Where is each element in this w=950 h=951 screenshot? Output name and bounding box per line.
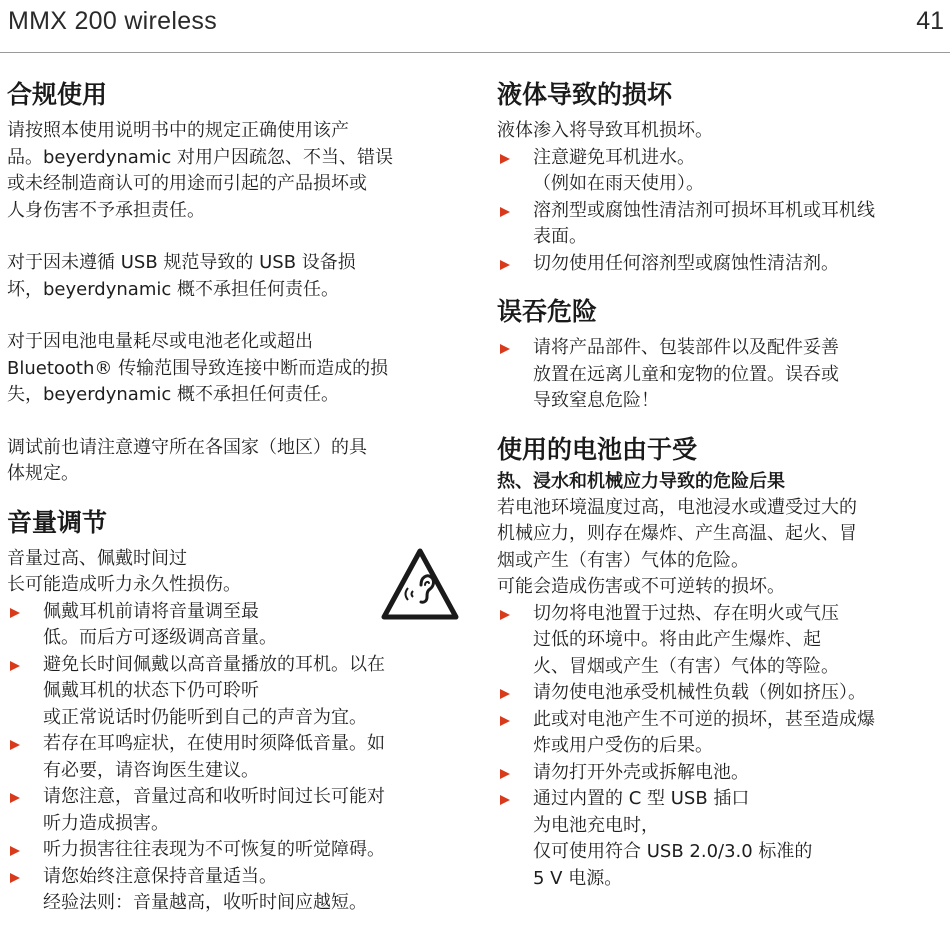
text-line: 长可能造成听力永久性损伤。 (7, 574, 241, 595)
text-line: 请按照本使用说明书中的规定正确使用该产 (7, 120, 349, 141)
text-line: 请将产品部件、包装部件以及配件妥善 (533, 337, 839, 358)
text-line: 机械应力，则存在爆炸、产生高温、起火、冒 (497, 523, 857, 544)
triangle-bullet-icon (10, 793, 20, 803)
text-line: 切勿将电池置于过热、存在明火或气压 (533, 602, 839, 624)
usb-paragraph (7, 250, 462, 303)
right-column (497, 78, 947, 892)
triangle-bullet-icon (10, 608, 20, 618)
battery-bullet-list (497, 601, 947, 893)
bluetooth-paragraph (7, 329, 462, 409)
text-line: 对于因未遵循 USB 规范导致的 USB 设备损 (7, 252, 356, 273)
list-item (497, 198, 947, 251)
text-line: 导致窒息危险！ (533, 390, 659, 411)
liquid-section (497, 78, 947, 277)
liquid-heading: 液体导致的损坏 (497, 80, 673, 109)
battery-intro (497, 495, 947, 601)
text-line: 若存在耳鸣症状，在使用时须降低音量。如 (43, 733, 385, 754)
text-line: 火、冒烟或产生（有害）气体的等险。 (533, 655, 839, 677)
text-line: 液体渗入将导致耳机损坏。 (497, 120, 713, 141)
text-line: 对于因电池电量耗尽或电池老化或超出 (7, 331, 313, 352)
list-item (497, 335, 947, 415)
text-line: 5 V 电源。 (533, 867, 623, 889)
triangle-bullet-icon (10, 740, 20, 750)
text-line: 体规定。 (7, 463, 79, 484)
compliance-heading: 合规使用 (7, 80, 108, 109)
text-line: 溶剂型或腐蚀性清洁剂可损坏耳机或耳机线 (533, 199, 875, 221)
compliance-paragraph (7, 118, 462, 224)
text-line: 可能会造成伤害或不可逆转的损坏。 (497, 576, 785, 597)
battery-subheading: 热、浸水和机械应力导致的危险后果 (497, 470, 785, 492)
text-line: 请勿打开外壳或拆解电池。 (533, 761, 749, 783)
text-line: 经验法则：音量越高，收听时间应越短。 (43, 892, 367, 913)
triangle-bullet-icon (500, 610, 510, 620)
text-line: （例如在雨天使用）。 (533, 173, 704, 194)
triangle-bullet-icon (10, 873, 20, 883)
triangle-bullet-icon (500, 689, 510, 699)
text-line: Bluetooth® 传输范围导致连接中断而造成的损 (7, 357, 389, 379)
hearing-warning-icon (380, 547, 460, 621)
header-title: MMX 200 wireless (8, 7, 218, 35)
list-item (497, 786, 947, 892)
volume-heading: 音量调节 (7, 507, 108, 537)
liquid-intro (497, 118, 947, 145)
text-line: 避免长时间佩戴以高音量播放的耳机。以在 (43, 653, 385, 675)
text-line: 放置在远离儿童和宠物的位置。误吞或 (533, 363, 839, 385)
list-item (497, 760, 947, 787)
compliance-section (7, 78, 462, 488)
text-line: 音量过高、佩戴时间过 (7, 547, 187, 569)
text-line: 表面。 (533, 226, 587, 247)
triangle-bullet-icon (10, 846, 20, 856)
triangle-bullet-icon (500, 769, 510, 779)
volume-bullet-list (7, 599, 462, 917)
left-column (7, 78, 462, 917)
regulations-paragraph (7, 435, 462, 488)
text-line: 坏，beyerdynamic 概不承担任何责任。 (7, 278, 339, 300)
text-line: 此或对电池产生不可逆的损坏，甚至造成爆 (533, 708, 875, 730)
swallow-section (497, 295, 947, 415)
list-item (497, 145, 947, 198)
text-line: 或未经制造商认可的用途而引起的产品损坏或 (7, 173, 367, 194)
text-line: 过低的环境中。将由此产生爆炸、起 (533, 629, 821, 650)
text-line: 烟或产生（有害）气体的危险。 (497, 549, 749, 571)
battery-heading: 使用的电池由于受 (497, 434, 698, 464)
list-item (497, 707, 947, 760)
text-line: 调试前也请注意遵守所在各国家（地区）的具 (7, 436, 367, 458)
text-line: 低。而后方可逐级调高音量。 (43, 627, 277, 648)
text-line: 听力造成损害。 (43, 812, 169, 834)
triangle-bullet-icon (500, 795, 510, 805)
text-line: 仅可使用符合 USB 2.0/3.0 标准的 (533, 841, 813, 862)
triangle-bullet-icon (500, 207, 510, 217)
triangle-bullet-icon (500, 260, 510, 270)
list-item (497, 251, 947, 278)
list-item (7, 784, 462, 837)
text-line: 通过内置的 C 型 USB 插口 (533, 788, 750, 809)
text-line: 请勿使电池承受机械性负载（例如挤压）。 (533, 682, 866, 703)
text-line: 佩戴耳机的状态下仍可聆听 (43, 680, 259, 701)
list-item (7, 731, 462, 784)
battery-section (497, 433, 947, 893)
triangle-bullet-icon (500, 154, 510, 164)
liquid-bullet-list (497, 145, 947, 278)
text-line: 人身伤害不予承担责任。 (7, 199, 205, 221)
text-line: 炸或用户受伤的后果。 (533, 735, 713, 756)
text-line: 请您始终注意保持音量适当。 (43, 865, 277, 887)
text-line: 或正常说话时仍能听到自己的声音为宜。 (43, 706, 367, 728)
triangle-bullet-icon (10, 661, 20, 671)
text-line: 切勿使用任何溶剂型或腐蚀性清洁剂。 (533, 252, 839, 274)
list-item (497, 680, 947, 707)
list-item (7, 652, 462, 732)
triangle-bullet-icon (500, 716, 510, 726)
text-line: 有必要，请咨询医生建议。 (43, 759, 259, 781)
text-line: 注意避免耳机进水。 (533, 146, 695, 168)
text-line: 为电池充电时， (533, 814, 659, 836)
triangle-bullet-icon (500, 344, 510, 354)
text-line: 请您注意，音量过高和收听时间过长可能对 (43, 786, 385, 807)
text-line: 品。beyerdynamic 对用户因疏忽、不当、错误 (7, 146, 393, 168)
swallow-bullet-list (497, 335, 947, 415)
list-item (7, 837, 462, 864)
list-item (7, 864, 462, 917)
text-line: 若电池环境温度过高，电池浸水或遭受过大的 (497, 496, 857, 518)
text-line: 佩戴耳机前请将音量调至最 (43, 600, 259, 622)
swallow-heading: 误吞危险 (497, 297, 598, 326)
text-line: 听力损害往往表现为不可恢复的听觉障碍。 (43, 839, 385, 860)
page-number: 41 (916, 7, 944, 35)
text-line: 失，beyerdynamic 概不承担任何责任。 (7, 384, 339, 405)
list-item (497, 601, 947, 681)
page-header (0, 0, 950, 53)
